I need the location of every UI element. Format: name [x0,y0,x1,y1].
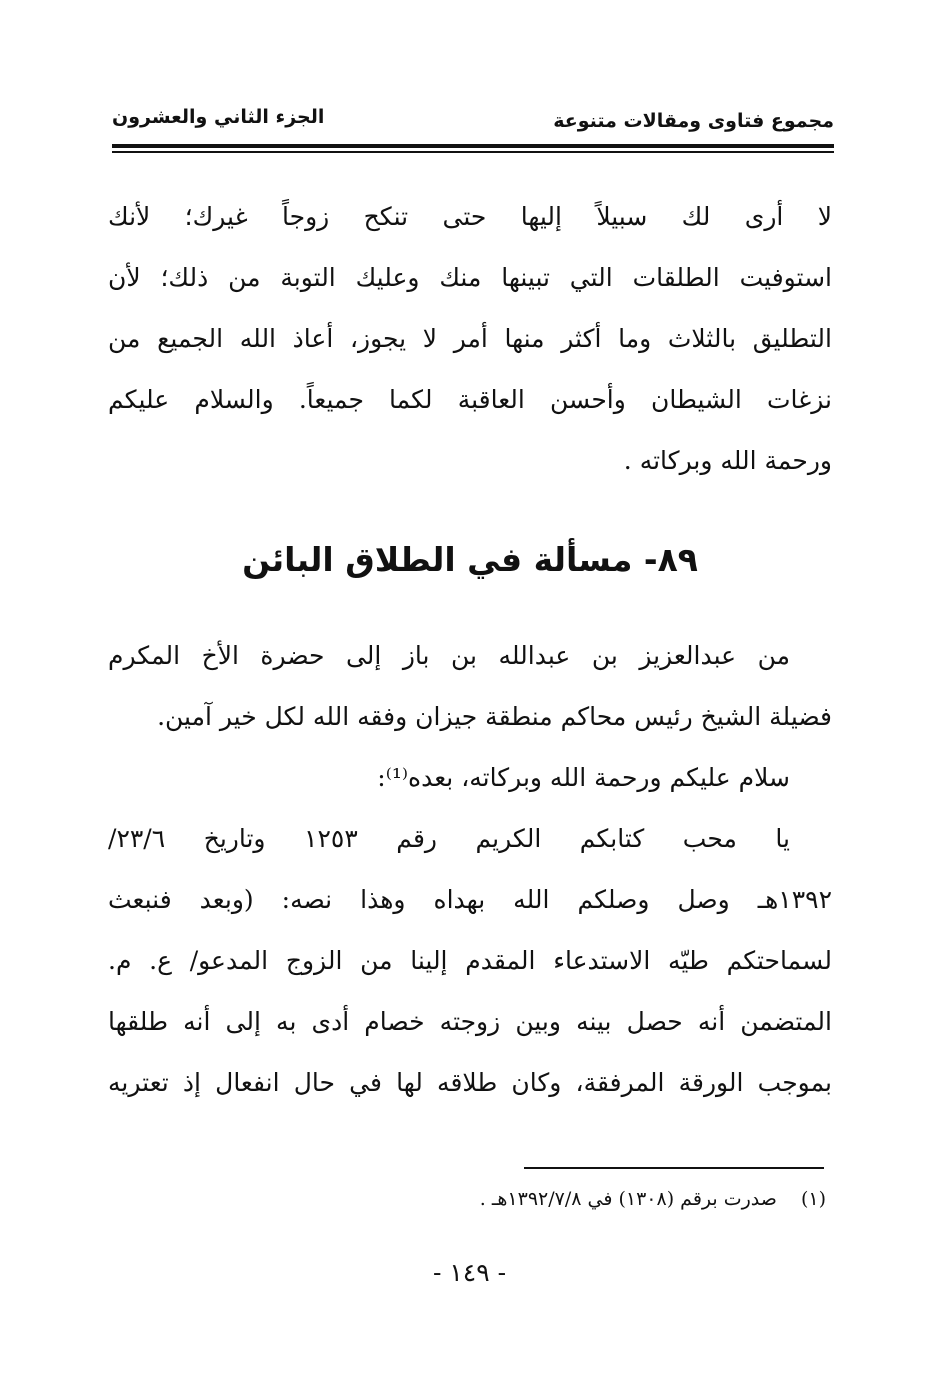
paragraph-line: نزغات الشيطان وأحسن العاقبة لكما جميعاً. والسلام عليكم [108,385,832,414]
paragraph-line: بموجب الورقة المرفقة، وكان طلاقه لها في حال انفعال إذ تعتريه [108,1068,832,1097]
paragraph-body [108,808,832,1113]
paragraph-line: لا أرى لك سبيلاً إليها حتى تنكح زوجاً غيرك؛ لأنك [108,202,832,231]
paragraph-line: لسماحتكم طيّه الاستدعاء المقدم إلينا من الزوج المدعو/ ع. م. [108,946,832,975]
section-heading: ٨٩- مسألة في الطلاق البائن [242,540,698,579]
footnote-number: (١) [800,1188,826,1210]
paragraph-line: استوفيت الطلقات التي تبينها منك وعليك التوبة من ذلك؛ لأن [108,263,832,292]
footnote-text: صدرت برقم (١٣٠٨) في ١٣٩٢/٧/٨هـ . [479,1188,777,1210]
paragraph-line: سلام عليكم ورحمة الله وبركاته، بعده⁽¹⁾: [377,763,790,792]
paragraph-line: فضيلة الشيخ رئيس محاكم منطقة جيزان وفقه الله لكل خير آمين. [157,702,832,731]
paragraph-line: يا محب كتابكم الكريم رقم ١٢٥٣ وتاريخ ٢٣/٦/ [108,824,790,853]
book-title: مجموع فتاوى ومقالات متنوعة [553,110,834,132]
header-rule-thick [112,144,834,148]
page-number: - ١٤٩ - [432,1258,507,1287]
paragraph-intro [108,625,832,808]
paragraph-line: ١٣٩٢هـ وصل وصلكم الله بهداه وهذا نصه: (وبعد فنبعث [108,885,832,914]
header-rule-thin [112,151,834,153]
footnote-separator [524,1167,824,1169]
running-header [112,100,834,140]
paragraph-line: ورحمة الله وبركاته . [623,446,832,475]
paragraph-line: التطليق بالثلاث وما أكثر منها أمر لا يجوز، أعاذ الله الجميع من [108,324,832,353]
paragraph-line: المتضمن أنه حصل بينه وبين زوجته خصام أدى به إلى أنه طلقها [108,1007,832,1036]
paragraph-line: من عبدالعزيز بن عبدالله بن باز إلى حضرة الأخ المكرم [108,641,790,670]
footnote [300,1188,826,1210]
paragraph-top [108,186,832,491]
volume-label: الجزء الثاني والعشرون [112,106,325,128]
